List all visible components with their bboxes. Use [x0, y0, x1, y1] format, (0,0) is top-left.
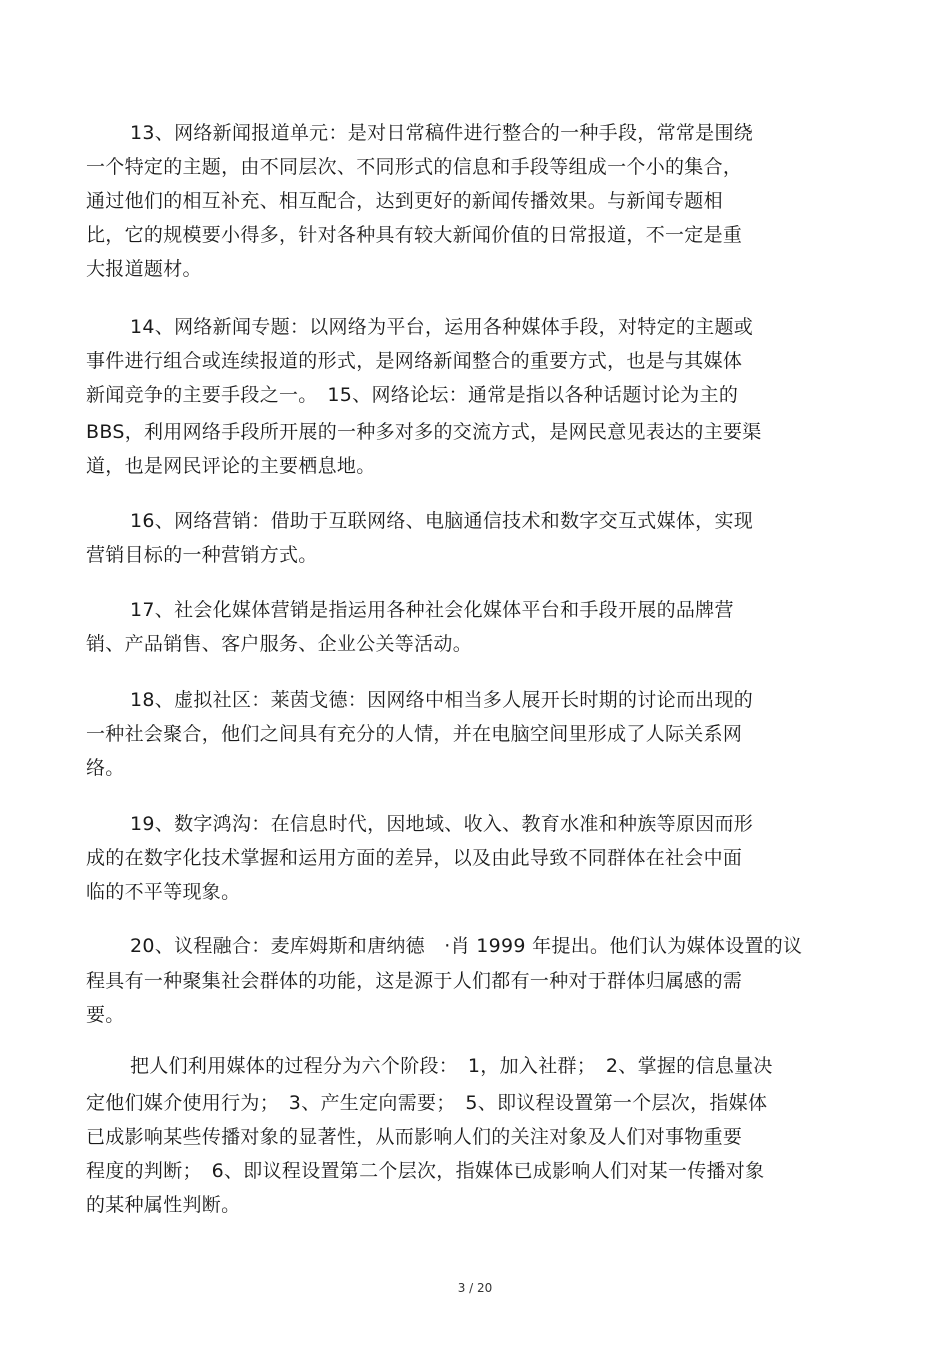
- paragraph-line: 程具有一种聚集社会群体的功能，这是源于人们都有一种对于群体归属感的需: [86, 970, 743, 992]
- paragraph-line: 已成影响某些传播对象的显著性，从而影响人们的关注对象及人们对事物重要: [86, 1126, 743, 1148]
- paragraph-line: 要。: [86, 1004, 125, 1026]
- paragraph-line: 17、社会化媒体营销是指运用各种社会化媒体平台和手段开展的品牌营: [130, 599, 734, 621]
- paragraph-line: 临的不平等现象。: [86, 881, 241, 903]
- paragraph-line: BBS，利用网络手段所开展的一种多对多的交流方式，是网民意见表达的主要渠: [86, 421, 762, 443]
- page-number: 3 / 20: [457, 1281, 493, 1295]
- paragraph-line: 的某种属性判断。: [86, 1194, 241, 1216]
- paragraph-line: 20、议程融合：麦库姆斯和唐纳德 ·肖 1999 年提出。他们认为媒体设置的议: [130, 935, 803, 957]
- paragraph-line: 络。: [86, 757, 125, 779]
- paragraph-line: 程度的判断； 6、即议程设置第二个层次，指媒体已成影响人们对某一传播对象: [86, 1160, 765, 1182]
- paragraph-line: 一种社会聚合，他们之间具有充分的人情，并在电脑空间里形成了人际关系网: [86, 723, 743, 745]
- paragraph-line: 营销目标的一种营销方式。: [86, 544, 318, 566]
- paragraph-line: 定他们媒介使用行为； 3、产生定向需要； 5、即议程设置第一个层次，指媒体: [86, 1092, 768, 1114]
- paragraph-line: 事件进行组合或连续报道的形式，是网络新闻整合的重要方式，也是与其媒体: [86, 350, 743, 372]
- paragraph-line: 14、网络新闻专题：以网络为平台，运用各种媒体手段，对特定的主题或: [130, 316, 754, 338]
- paragraph-line: 一个特定的主题，由不同层次、不同形式的信息和手段等组成一个小的集合，: [86, 156, 743, 178]
- paragraph-line: 把人们利用媒体的过程分为六个阶段： 1，加入社群； 2、掌握的信息量决: [130, 1055, 773, 1077]
- paragraph-line: 比，它的规模要小得多，针对各种具有较大新闻价值的日常报道，不一定是重: [86, 224, 743, 246]
- paragraph-line: 成的在数字化技术掌握和运用方面的差异，以及由此导致不同群体在社会中面: [86, 847, 743, 869]
- paragraph-line: 大报道题材。: [86, 258, 202, 280]
- paragraph-line: 新闻竞争的主要手段之一。 15、网络论坛：通常是指以各种话题讨论为主的: [86, 384, 739, 406]
- paragraph-line: 通过他们的相互补充、相互配合，达到更好的新闻传播效果。与新闻专题相: [86, 190, 723, 212]
- paragraph-line: 销、产品销售、客户服务、企业公关等活动。: [86, 633, 473, 655]
- paragraph-line: 16、网络营销：借助于互联网络、电脑通信技术和数字交互式媒体，实现: [130, 510, 754, 532]
- paragraph-line: 13、网络新闻报道单元：是对日常稿件进行整合的一种手段，常常是围绕: [130, 122, 754, 144]
- paragraph-line: 18、虚拟社区：莱茵戈德：因网络中相当多人展开长时期的讨论而出现的: [130, 689, 754, 711]
- paragraph-line: 道，也是网民评论的主要栖息地。: [86, 455, 376, 477]
- paragraph-line: 19、数字鸿沟：在信息时代，因地域、收入、教育水准和种族等原因而形: [130, 813, 754, 835]
